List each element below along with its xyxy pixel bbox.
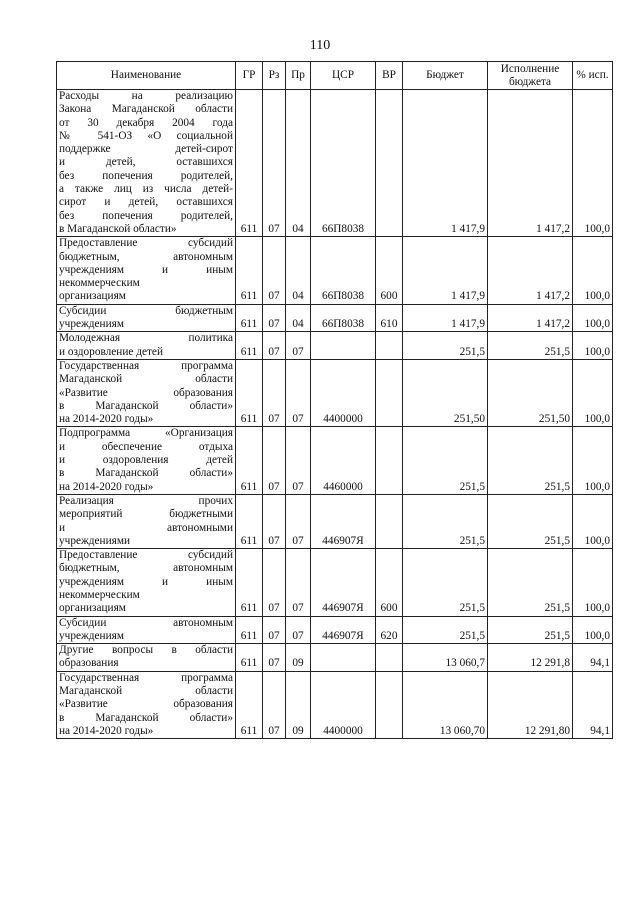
name-line: и оздоровление детей [59, 345, 163, 358]
name-line: сирот и детей, оставшихся [59, 196, 233, 209]
cell-vr: 610 [376, 304, 403, 332]
name-line: Подпрограмма «Организация [59, 427, 233, 440]
cell-percent: 94,1 [573, 671, 613, 738]
name-line: поддержке детей-сирот [59, 143, 233, 156]
cell-percent: 100,0 [573, 332, 613, 360]
name-line: на 2014-2020 годы» [59, 413, 154, 426]
cell-gr: 611 [236, 90, 263, 237]
name-line: и автономными [59, 521, 233, 534]
header-budget: Бюджет [403, 62, 488, 90]
cell-percent: 100,0 [573, 90, 613, 237]
name-line: на 2014-2020 годы» [59, 724, 154, 737]
cell-vr [376, 332, 403, 360]
name-line: Субсидии бюджетным [59, 304, 233, 317]
cell-execution: 1 417,2 [488, 90, 573, 237]
cell-execution: 251,5 [488, 427, 573, 494]
name-line: Субсидии автономным [59, 616, 233, 629]
name-line: организациям [59, 290, 126, 303]
cell-csr: 4400000 [311, 359, 376, 426]
name-line: бюджетным, автономным [59, 562, 233, 575]
cell-gr: 611 [236, 494, 263, 548]
cell-budget: 1 417,9 [403, 304, 488, 332]
cell-pr: 07 [286, 427, 311, 494]
name-line: в Магаданской области» [59, 467, 233, 480]
header-percent: % исп. [573, 62, 613, 90]
cell-percent: 100,0 [573, 549, 613, 616]
table-row [57, 549, 613, 616]
cell-gr: 611 [236, 671, 263, 738]
name-line: учреждениям [59, 318, 124, 331]
cell-execution: 251,5 [488, 332, 573, 360]
cell-gr: 611 [236, 237, 263, 304]
cell-percent: 100,0 [573, 494, 613, 548]
cell-name [57, 644, 236, 672]
name-line: учреждениям и иным [59, 263, 233, 276]
table-row [57, 671, 613, 738]
name-line: Предоставление субсидий [59, 237, 233, 250]
name-line: а также лиц из числа детей- [59, 183, 233, 196]
cell-budget: 1 417,9 [403, 90, 488, 237]
name-line: в Магаданской области» [59, 711, 233, 724]
cell-rz: 07 [263, 359, 286, 426]
cell-vr [376, 359, 403, 426]
name-line: Молодежная политика [59, 332, 233, 345]
page-number: 110 [309, 38, 331, 53]
cell-csr: 4400000 [311, 671, 376, 738]
name-line: учреждениям [59, 629, 124, 642]
cell-csr [311, 644, 376, 672]
cell-percent: 94,1 [573, 644, 613, 672]
cell-vr [376, 671, 403, 738]
cell-name [57, 359, 236, 426]
table-row [57, 237, 613, 304]
cell-pr: 07 [286, 494, 311, 548]
cell-name [57, 237, 236, 304]
table-body [57, 90, 613, 739]
name-line: и обеспечение отдыха [59, 440, 233, 453]
table-row [57, 494, 613, 548]
cell-csr: 4460000 [311, 427, 376, 494]
name-line: без попечения родителей, [59, 169, 233, 182]
name-line: «Развитие образования [59, 698, 233, 711]
cell-rz: 07 [263, 644, 286, 672]
cell-execution: 12 291,8 [488, 644, 573, 672]
name-line: в Магаданской области» [59, 399, 233, 412]
cell-rz: 07 [263, 616, 286, 644]
header-pr: Пр [286, 62, 311, 90]
cell-execution: 251,5 [488, 549, 573, 616]
cell-budget: 13 060,7 [403, 644, 488, 672]
cell-name [57, 427, 236, 494]
cell-pr: 09 [286, 644, 311, 672]
name-line: Магаданской области [59, 373, 233, 386]
header-execution: Исполнение бюджета [488, 62, 573, 90]
cell-vr: 600 [376, 549, 403, 616]
cell-rz: 07 [263, 427, 286, 494]
name-line: учреждениями [59, 534, 131, 547]
cell-execution: 1 417,2 [488, 237, 573, 304]
name-line: Реализация прочих [59, 494, 233, 507]
table-row [57, 90, 613, 237]
cell-vr [376, 90, 403, 237]
cell-budget: 251,5 [403, 616, 488, 644]
cell-name [57, 332, 236, 360]
header-name: Наименование [57, 62, 236, 90]
header-rz: Рз [263, 62, 286, 90]
header-gr: ГР [236, 62, 263, 90]
cell-name [57, 90, 236, 237]
cell-pr: 07 [286, 549, 311, 616]
header-vr: ВР [376, 62, 403, 90]
cell-rz: 07 [263, 494, 286, 548]
cell-percent: 100,0 [573, 616, 613, 644]
cell-vr [376, 644, 403, 672]
cell-rz: 07 [263, 671, 286, 738]
cell-rz: 07 [263, 332, 286, 360]
name-line: Другие вопросы в области [59, 644, 233, 657]
cell-gr: 611 [236, 616, 263, 644]
cell-budget: 251,5 [403, 427, 488, 494]
cell-budget: 251,50 [403, 359, 488, 426]
name-line: и детей, оставшихся [59, 156, 233, 169]
cell-pr: 07 [286, 616, 311, 644]
cell-percent: 100,0 [573, 304, 613, 332]
cell-rz: 07 [263, 304, 286, 332]
budget-table [56, 61, 613, 739]
cell-pr: 07 [286, 359, 311, 426]
name-line: Предоставление субсидий [59, 549, 233, 562]
cell-gr: 611 [236, 332, 263, 360]
cell-rz: 07 [263, 549, 286, 616]
table-row [57, 616, 613, 644]
cell-name [57, 494, 236, 548]
cell-budget: 251,5 [403, 332, 488, 360]
cell-csr: 66П8038 [311, 304, 376, 332]
cell-budget: 1 417,9 [403, 237, 488, 304]
cell-vr: 620 [376, 616, 403, 644]
name-line: некоммерческим [59, 277, 140, 290]
cell-rz: 07 [263, 237, 286, 304]
name-line: образования [59, 657, 119, 670]
cell-csr [311, 332, 376, 360]
header-csr: ЦСР [311, 62, 376, 90]
cell-csr: 446907Я [311, 549, 376, 616]
name-line: «Развитие образования [59, 386, 233, 399]
cell-pr: 04 [286, 90, 311, 237]
cell-pr: 07 [286, 332, 311, 360]
name-line: бюджетным, автономным [59, 250, 233, 263]
cell-gr: 611 [236, 644, 263, 672]
cell-gr: 611 [236, 359, 263, 426]
cell-vr: 600 [376, 237, 403, 304]
cell-vr [376, 494, 403, 548]
cell-vr [376, 427, 403, 494]
cell-gr: 611 [236, 304, 263, 332]
cell-pr: 04 [286, 237, 311, 304]
cell-csr: 446907Я [311, 494, 376, 548]
cell-execution: 251,50 [488, 359, 573, 426]
cell-budget: 251,5 [403, 549, 488, 616]
cell-percent: 100,0 [573, 427, 613, 494]
name-line: в Магаданской области» [59, 222, 177, 235]
cell-execution: 251,5 [488, 616, 573, 644]
name-line: мероприятий бюджетными [59, 508, 233, 521]
cell-rz: 07 [263, 90, 286, 237]
cell-name [57, 304, 236, 332]
cell-gr: 611 [236, 427, 263, 494]
cell-pr: 04 [286, 304, 311, 332]
cell-execution: 251,5 [488, 494, 573, 548]
cell-name [57, 616, 236, 644]
cell-csr: 66П8038 [311, 90, 376, 237]
cell-budget: 251,5 [403, 494, 488, 548]
name-line: без попечения родителей, [59, 209, 233, 222]
table-row [57, 427, 613, 494]
name-line: № 541-ОЗ «О социальной [59, 129, 233, 142]
table-header-row [57, 62, 613, 90]
name-line: некоммерческим [59, 588, 140, 601]
cell-execution: 1 417,2 [488, 304, 573, 332]
cell-gr: 611 [236, 549, 263, 616]
name-line: Закона Магаданской области [59, 103, 233, 116]
name-line: Государственная программа [59, 671, 233, 684]
cell-execution: 12 291,80 [488, 671, 573, 738]
table-row [57, 332, 613, 360]
name-line: на 2014-2020 годы» [59, 480, 154, 493]
cell-percent: 100,0 [573, 237, 613, 304]
table-row [57, 359, 613, 426]
cell-budget: 13 060,70 [403, 671, 488, 738]
table-row [57, 304, 613, 332]
name-line: организациям [59, 602, 126, 615]
cell-name [57, 671, 236, 738]
cell-csr: 446907Я [311, 616, 376, 644]
name-line: от 30 декабря 2004 года [59, 116, 233, 129]
cell-name [57, 549, 236, 616]
name-line: Магаданской области [59, 685, 233, 698]
cell-csr: 66П8038 [311, 237, 376, 304]
name-line: Расходы на реализацию [59, 90, 233, 102]
name-line: учреждениям и иным [59, 575, 233, 588]
cell-percent: 100,0 [573, 359, 613, 426]
name-line: и оздоровления детей [59, 454, 233, 467]
cell-pr: 09 [286, 671, 311, 738]
name-line: Государственная программа [59, 359, 233, 372]
table-row [57, 644, 613, 672]
